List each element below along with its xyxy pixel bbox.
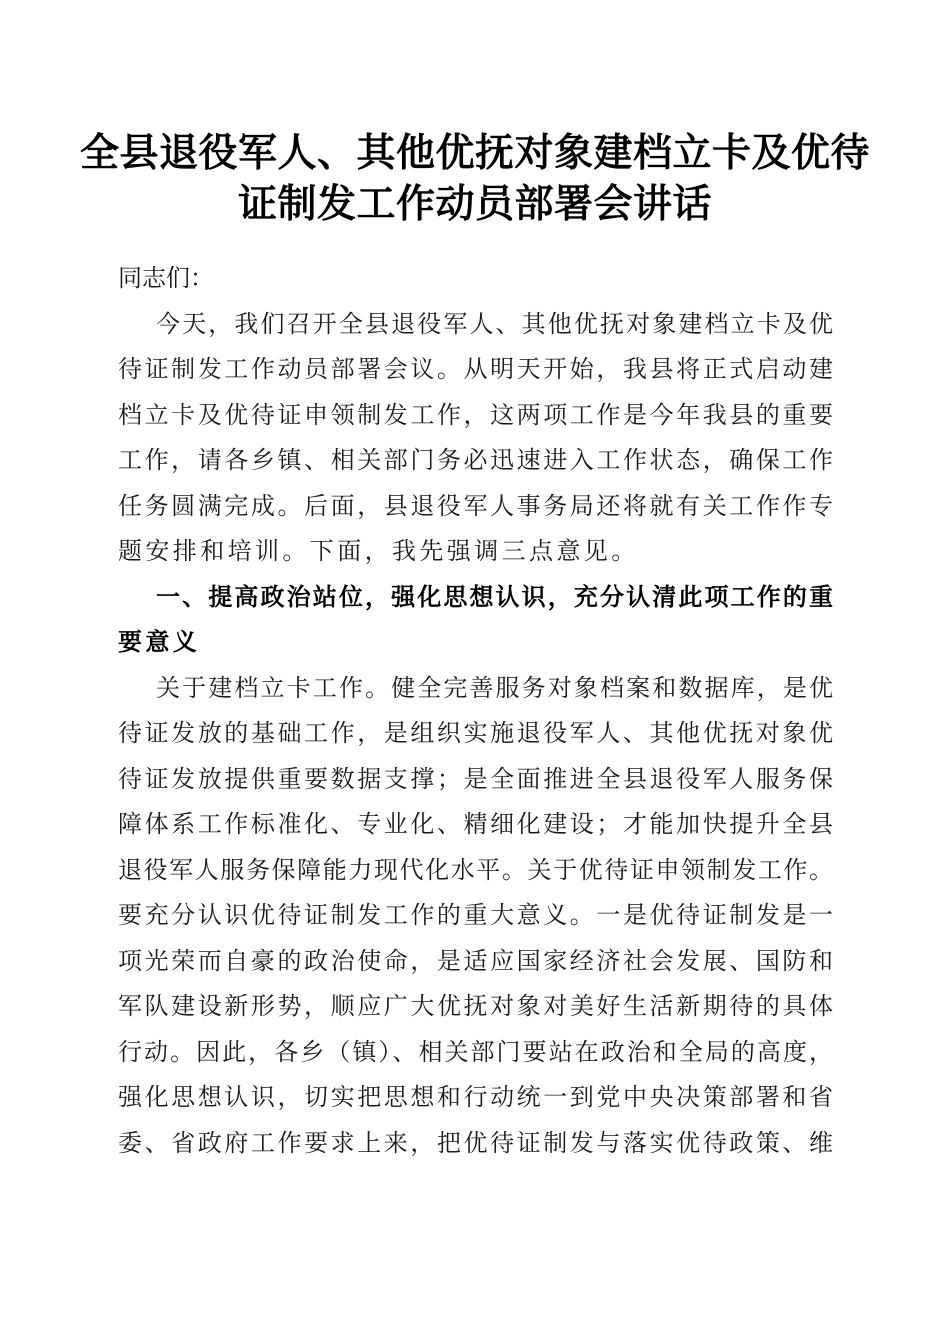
- paragraph-2-line: 退役军人服务保障能力现代化水平。关于优待证申领制发工作。: [118, 855, 833, 884]
- paragraph-2-line: 待证发放提供重要数据支撑；是全面推进全县退役军人服务保: [118, 764, 833, 793]
- paragraph-1-line: 任务圆满完成。后面，县退役军人事务局还将就有关工作作专: [118, 491, 833, 520]
- paragraph-2-line: 强化思想认识，切实把思想和行动统一到党中央决策部署和省: [118, 1083, 833, 1111]
- paragraph-1-line: 待证制发工作动员部署会议。从明天开始，我县将正式启动建: [118, 355, 833, 383]
- paragraph-1-line: 档立卡及优待证申领制发工作，这两项工作是今年我县的重要: [118, 400, 833, 429]
- document-body: [118, 256, 833, 1166]
- paragraph-2-line: 待证发放的基础工作，是组织实施退役军人、其他优抚对象优: [118, 719, 833, 747]
- paragraph-2-line: 军队建设新形势，顺应广大优抚对象对美好生活新期待的具体: [118, 992, 833, 1020]
- paragraph-2-line: 行动。因此，各乡（镇）、相关部门要站在政治和全局的高度，: [118, 1037, 833, 1066]
- section-heading-1: 一、提高政治站位，强化思想认识，充分认清此项工作的重: [156, 582, 833, 611]
- section-heading-1: 要意义: [118, 628, 201, 656]
- paragraph-1-line: 今天，我们召开全县退役军人、其他优抚对象建档立卡及优: [156, 309, 833, 338]
- greeting: 同志们：: [118, 264, 214, 292]
- paragraph-1-line: 工作，请各乡镇、相关部门务必迅速进入工作状态，确保工作: [118, 446, 833, 474]
- document-title: [80, 128, 870, 230]
- paragraph-2-line: 障体系工作标准化、专业化、精细化建设；才能加快提升全县: [118, 810, 833, 838]
- paragraph-1-line: 题安排和培训。下面，我先强调三点意见。: [118, 537, 639, 565]
- title-line-2: 证制发工作动员部署会讲话: [237, 181, 712, 227]
- paragraph-2-line: 项光荣而自豪的政治使命，是适应国家经济社会发展、国防和: [118, 946, 833, 975]
- paragraph-2-line: 委、省政府工作要求上来，把优待证制发与落实优待政策、维: [118, 1128, 833, 1157]
- title-line-1: 全县退役军人、其他优抚对象建档立卡及优待: [80, 130, 871, 176]
- paragraph-2-line: 要充分认识优待证制发工作的重大意义。一是优待证制发是一: [118, 901, 833, 929]
- paragraph-2-line: 关于建档立卡工作。健全完善服务对象档案和数据库，是优: [156, 673, 833, 702]
